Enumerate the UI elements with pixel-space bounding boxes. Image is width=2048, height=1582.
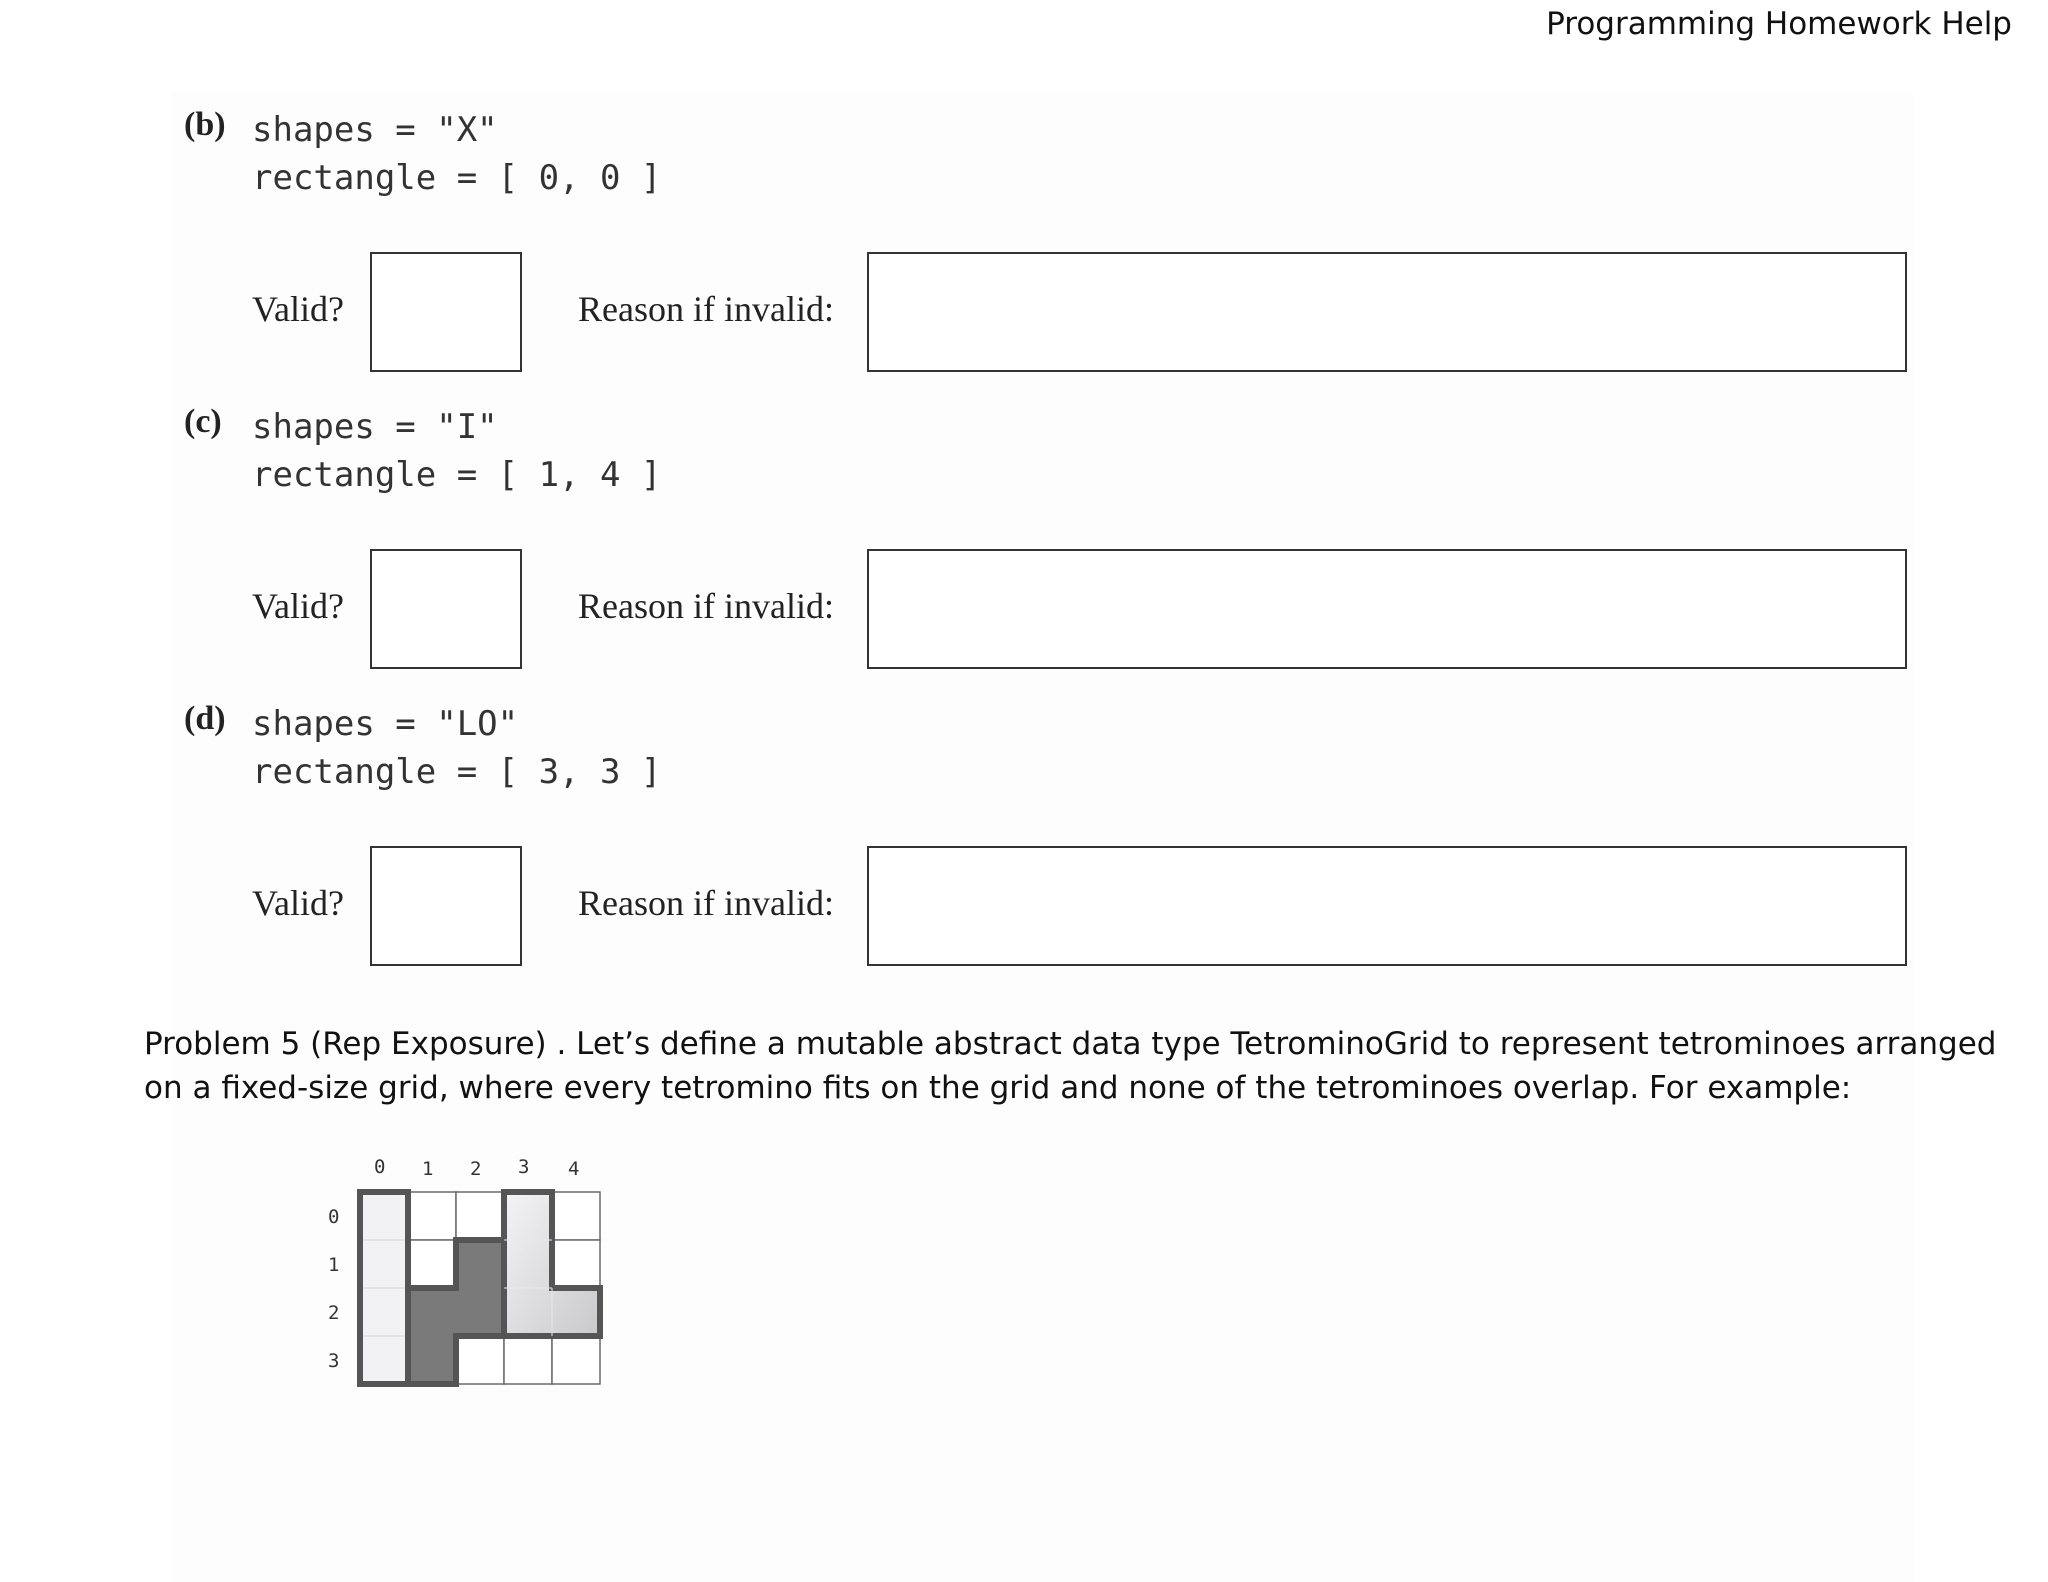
reason-label: Reason if invalid: <box>578 586 834 626</box>
i-tetromino <box>360 1192 408 1384</box>
valid-answer-box[interactable] <box>370 549 522 669</box>
part-letter: (b) <box>184 106 226 143</box>
code-rectangle: rectangle = [ 3, 3 ] <box>252 752 662 792</box>
valid-answer-box[interactable] <box>370 846 522 966</box>
part-b <box>172 92 1914 382</box>
code-shapes: shapes = "LO" <box>252 704 519 744</box>
row-label: 3 <box>328 1350 340 1372</box>
row-label: 2 <box>328 1302 340 1324</box>
code-rectangle: rectangle = [ 1, 4 ] <box>252 455 662 495</box>
row-label: 0 <box>328 1206 340 1228</box>
reason-answer-box[interactable] <box>867 846 1907 966</box>
col-label: 0 <box>374 1156 386 1178</box>
code-rectangle: rectangle = [ 0, 0 ] <box>252 158 662 198</box>
col-label: 1 <box>422 1158 434 1180</box>
valid-answer-box[interactable] <box>370 252 522 372</box>
code-shapes: shapes = "X" <box>252 110 498 150</box>
problem-5-text: Problem 5 (Rep Exposure) . Let’s define a mutable abstract data type TetrominoGrid to represent tetrominoes arranged on a fixed-size grid, where every tetromino fits on the grid and none of the tetrominoes overlap. For example: <box>144 1026 1997 1106</box>
part-c <box>172 389 1914 679</box>
valid-label: Valid? <box>252 586 344 626</box>
reason-label: Reason if invalid: <box>578 883 834 923</box>
part-letter: (c) <box>184 403 222 440</box>
valid-label: Valid? <box>252 289 344 329</box>
reason-label: Reason if invalid: <box>578 289 834 329</box>
part-d <box>172 686 1914 976</box>
code-shapes: shapes = "I" <box>252 407 498 447</box>
reason-answer-box[interactable] <box>867 549 1907 669</box>
col-label: 2 <box>470 1158 482 1180</box>
row-label: 1 <box>328 1254 340 1276</box>
valid-label: Valid? <box>252 883 344 923</box>
col-label: 4 <box>568 1158 580 1180</box>
site-title: Programming Homework Help <box>1546 6 2012 42</box>
reason-answer-box[interactable] <box>867 252 1907 372</box>
tetromino-grid-svg <box>354 1186 614 1416</box>
col-label: 3 <box>518 1156 530 1178</box>
part-letter: (d) <box>184 700 226 737</box>
